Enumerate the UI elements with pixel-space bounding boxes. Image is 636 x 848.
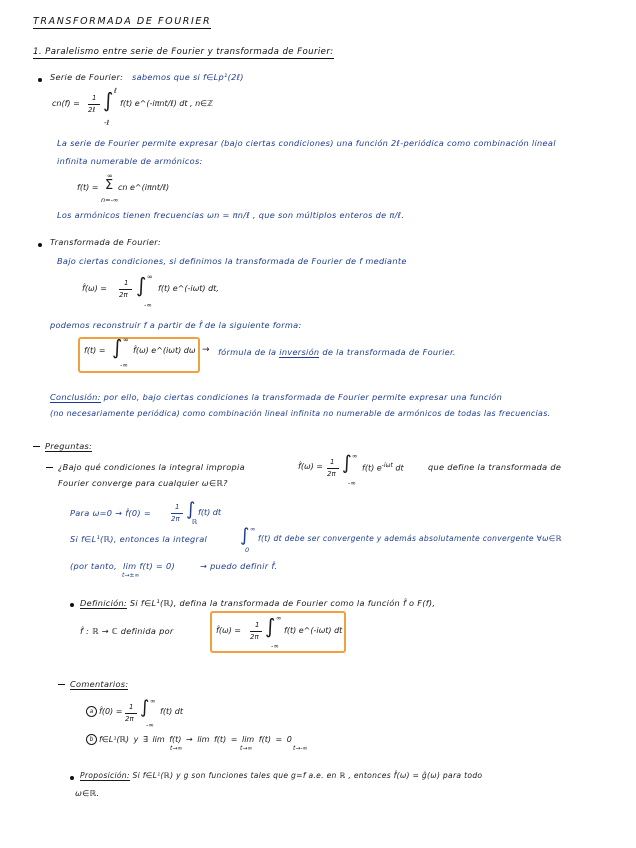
q1-int-bot: -∞ — [348, 479, 356, 487]
q1-body: f(t) $e^{-i\omega t}$ dt — [362, 462, 404, 473]
transform-label: Transformada de Fourier: — [50, 237, 162, 247]
bullet — [70, 776, 74, 780]
coef-frac-num: 1 — [92, 94, 97, 102]
sum-left: f(t) = — [77, 183, 99, 192]
q1-text-b: que define la transformada de — [428, 462, 562, 472]
item-a-marker: a — [86, 706, 97, 717]
fraction-bar — [250, 631, 262, 632]
inv-body: f̂(ω) e^(iωt) dω — [133, 346, 196, 355]
inv-int-bot: -∞ — [120, 361, 128, 369]
integral-sign: ∫ — [112, 335, 123, 359]
coef-left: cn(f) = — [52, 99, 80, 108]
q1-text-a: ¿Bajo qué condiciones la integral impropia — [58, 462, 245, 472]
def-frac-den: 2π — [119, 291, 128, 299]
sum-top: ∞ — [107, 172, 113, 180]
conclusion-text-2: (no necesariamente periódica) como combinación lineal infinita no numerable de armónicos de todas las frecuencias. — [50, 409, 551, 418]
dash — [58, 684, 65, 685]
inv-left: f(t) = — [84, 346, 106, 355]
fraction-bar — [171, 513, 183, 514]
cond2-lim: lim f(t) = 0) — [123, 561, 175, 571]
fraction-bar — [119, 289, 132, 290]
comment-b-sub-2: t→∞ — [240, 745, 253, 752]
dash — [46, 467, 53, 468]
cond2-sub: t→±∞ — [122, 572, 140, 579]
def-int-bot: -∞ — [144, 301, 152, 309]
def-int-top: ∞ — [147, 273, 153, 281]
coef-frac-den: 2ℓ — [88, 106, 96, 114]
inv-note — [218, 347, 456, 357]
comment-b-sub-1: t→∞ — [170, 745, 183, 752]
page-title: TRANSFORMADA DE FOURIER — [33, 16, 212, 27]
def-left: f̂(ω) = — [82, 284, 108, 293]
definition-map: f̂ : ℝ → ℂ definida por — [80, 626, 174, 636]
conclusion-line-1 — [50, 392, 502, 402]
w0-body: f(t) dt — [198, 508, 221, 517]
definition-line — [80, 598, 435, 608]
proposition-line — [80, 771, 482, 780]
comment-a-left: f̂(0) = — [99, 707, 123, 716]
integral-sign: ∫ — [240, 525, 250, 546]
series-label: Serie de Fourier: — [50, 72, 124, 82]
integral-sign: ∫ — [265, 614, 276, 638]
coef-int-top: ℓ — [114, 87, 117, 95]
def2-body: f(t) e^(-iωt) dt — [284, 626, 343, 635]
coef-body: f(t) e^(-iπnt/ℓ) dt , n∈ℤ — [120, 99, 214, 108]
dash — [33, 446, 40, 447]
def2-int-top: ∞ — [276, 614, 282, 622]
bullet — [70, 603, 74, 607]
cond1-text-b: f(t) dt debe ser convergente y además absolutamente convergente ∀ω∈ℝ — [258, 534, 562, 543]
integral-sign: ∫ — [186, 499, 196, 520]
conclusion-text-1: por ello, bajo ciertas condiciones la transformada de Fourier permite expresar una función — [103, 392, 503, 402]
series-text-1: La serie de Fourier permite expresar (bajo ciertas condiciones) una función 2ℓ-periódica como combinación lineal — [57, 138, 556, 148]
comment-b-sub-3: t→-∞ — [293, 745, 308, 752]
integral-sign: ∫ — [342, 452, 352, 474]
proposition-text: Si f∈L¹(ℝ) y g son funciones tales que g=f a.e. en ℝ , entonces f̂(ω) = ĝ(ω) para todo — [132, 771, 483, 780]
cond2-text-a: (por tanto, — [70, 561, 117, 571]
q1-frac: 1 — [330, 458, 335, 466]
series-text-2: infinita numerable de armónicos: — [57, 156, 203, 166]
inv-int-top: ∞ — [123, 336, 129, 344]
sum-bottom: n=-∞ — [101, 196, 119, 204]
sum-body: cn e^(iπnt/ℓ) — [118, 183, 170, 192]
cond2-text-b: → puedo definir f̂. — [200, 561, 278, 571]
def-body: f(t) e^(-iωt) dt, — [158, 284, 219, 293]
series-intro: sabemos que si f∈Lp¹(2ℓ) — [132, 72, 244, 82]
proposition-label: Proposición: — [80, 771, 130, 780]
q1-text-c: Fourier converge para cualquier ω∈ℝ? — [58, 478, 228, 488]
section-heading: 1. Paralelismo entre serie de Fourier y transformada de Fourier: — [33, 47, 334, 57]
conclusion-label: Conclusión: — [50, 392, 101, 402]
comment-a-int-bot: -∞ — [146, 721, 154, 729]
def2-box-left: f̂(ω) = — [216, 626, 242, 635]
w0-frac-den: 2π — [171, 515, 180, 523]
transform-text-1: Bajo ciertas condiciones, si definimos la transformada de Fourier de f mediante — [57, 256, 407, 266]
cond1-int-top: ∞ — [250, 525, 256, 533]
q1-frac-den: 2π — [327, 470, 336, 478]
cond1-text-a: Si f∈L¹(ℝ), entonces la integral — [70, 534, 208, 544]
comment-a-frac-den: 2π — [125, 715, 134, 723]
inv-note-post: de la transformada de Fourier. — [322, 347, 456, 357]
inv-note-underlined: inversión — [279, 347, 320, 357]
arrow-icon: → — [202, 345, 210, 355]
cond1-int-bot: 0 — [245, 546, 250, 554]
comment-a-int-top: ∞ — [150, 697, 156, 705]
transform-text-2: podemos reconstruir f a partir de f̂ de la siguiente forma: — [50, 320, 302, 330]
inverse-formula-box — [78, 337, 200, 373]
definition-label: Definición: — [80, 598, 127, 608]
w0-frac-num: 1 — [175, 503, 180, 511]
proposition-text-2: ω∈ℝ. — [75, 788, 100, 798]
q1-int-top: ∞ — [352, 452, 358, 460]
fraction-bar — [125, 713, 137, 714]
sum-symbol: Σ — [105, 178, 114, 193]
item-b-marker: b — [86, 734, 97, 745]
definition-text: Si f∈L¹(ℝ), defina la transformada de Fourier como la función f̂ o F(f), — [129, 598, 436, 608]
def2-frac-den: 2π — [250, 633, 259, 641]
fraction-bar — [327, 468, 339, 469]
fraction-bar — [88, 104, 100, 105]
integral-sign: ∫ — [140, 697, 150, 718]
inv-note-pre: fórmula de la — [218, 347, 277, 357]
coef-int-bot: -ℓ — [104, 119, 110, 127]
w0-left: Para ω=0 → f̂(0) = — [70, 508, 151, 518]
def2-frac-num: 1 — [255, 621, 260, 629]
integral-sign: ∫ — [136, 273, 147, 297]
bullet — [38, 243, 42, 247]
def-frac-num: 1 — [124, 279, 129, 287]
series-text-3: Los armónicos tienen frecuencias ωn = πn/ℓ , que son múltiplos enteros de π/ℓ. — [57, 210, 405, 220]
comment-a-frac-num: 1 — [129, 703, 134, 711]
questions-label: Preguntas: — [45, 441, 93, 451]
comment-b-text: f∈L¹(ℝ) y ∃ lim f(t) → lim f(t) = lim f(t) = 0 — [99, 735, 292, 744]
integral-sign: ∫ — [103, 88, 114, 112]
comment-a-body: f(t) dt — [160, 707, 183, 716]
def2-int-bot: -∞ — [271, 642, 279, 650]
comments-label: Comentarios: — [70, 679, 129, 689]
q1-formula: f̂(ω) = — [298, 462, 324, 471]
w0-int-sub: ℝ — [192, 518, 198, 526]
bullet — [38, 78, 42, 82]
